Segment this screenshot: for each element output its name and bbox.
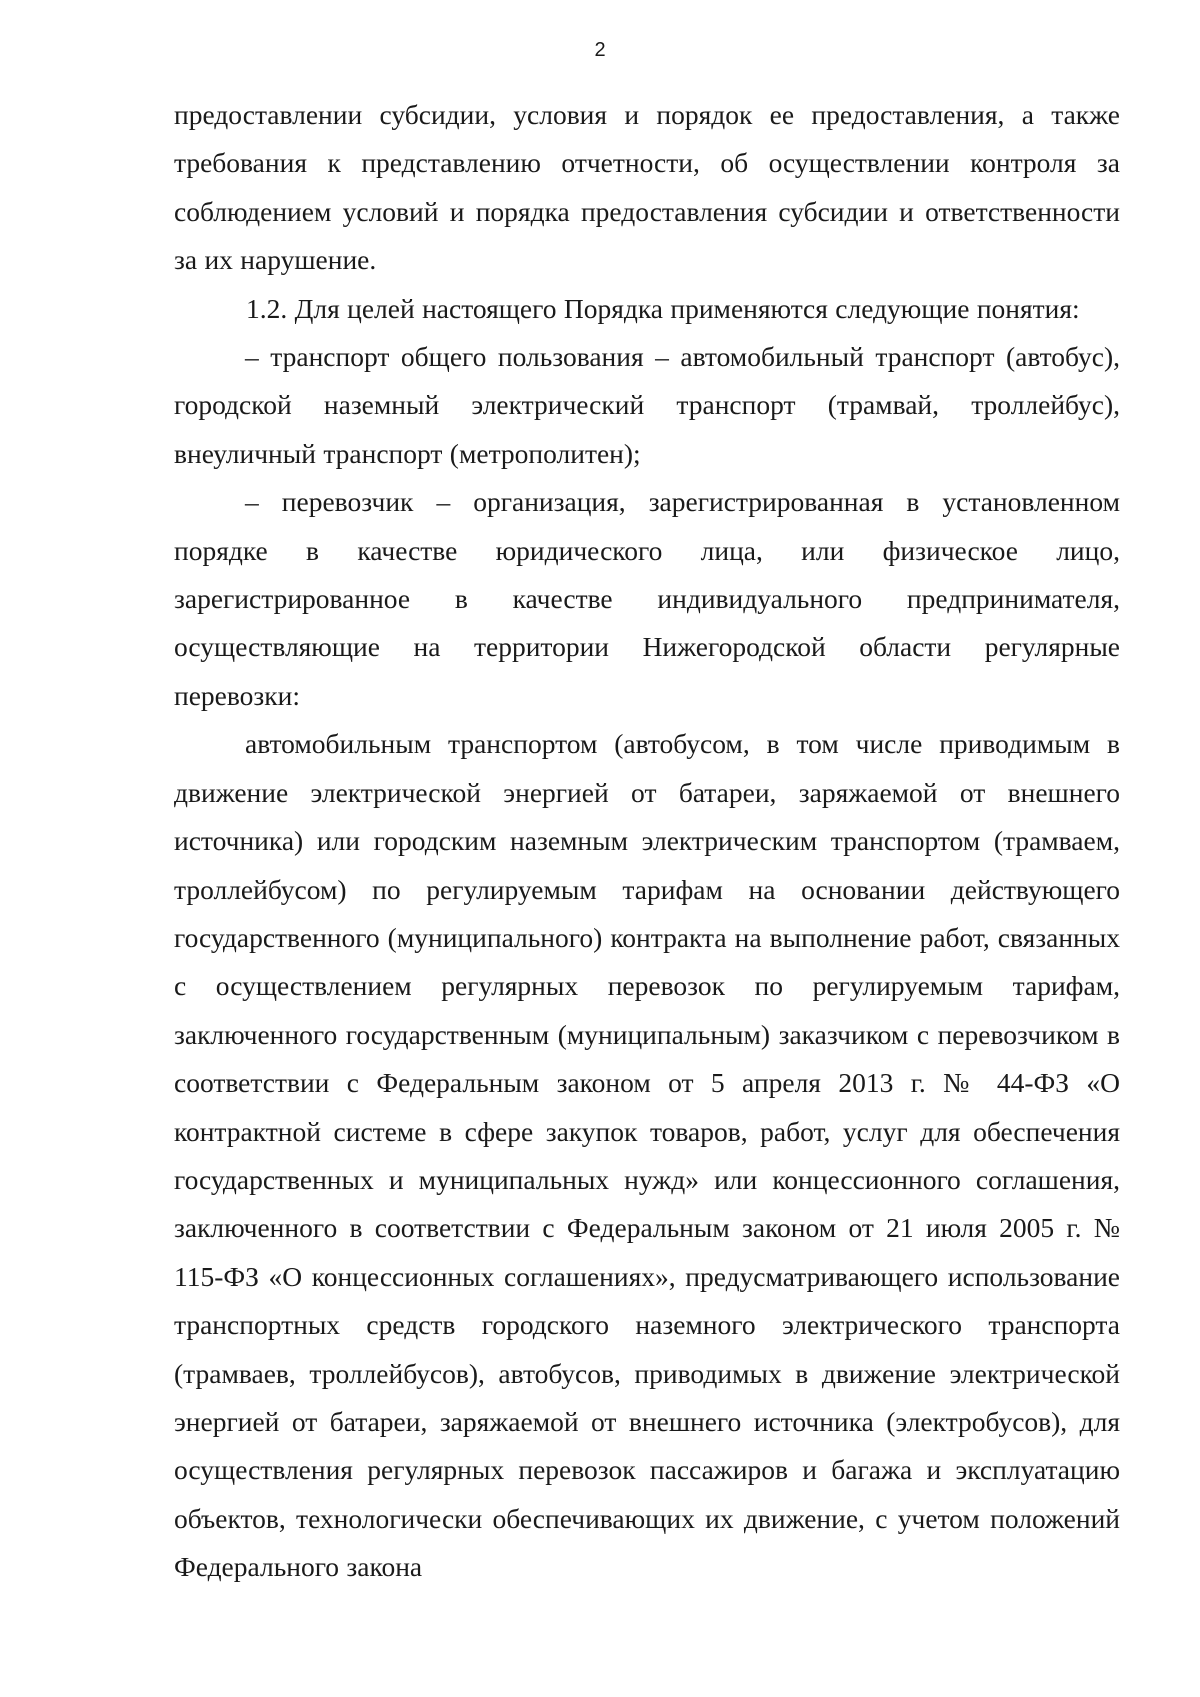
paragraph-definitions-intro: 1.2. Для целей настоящего Порядка применяются следующие понятия: <box>246 292 1080 324</box>
page-number: 2 <box>594 39 606 61</box>
paragraph-carrier-conditions: автомобильным транспортом (автобусом, в том числе приводимым в движение электрической энергией от батареи, заряжаемой от внешнего источника) или городским наземным электрическим транспортом (трамваем, троллейбусом) по регулируемым тарифам на основании действующего государственного (муниципального) контракта на выполнение работ, связанных с осуществлением регулярных перевозок по регулируемым тарифам, заключенного государственным (муниципальным) заказчиком с перевозчиком в соответствии с Федеральным законом от 5 апреля 2013 г. № 44-ФЗ «О контрактной системе в сфере закупок товаров, работ, услуг для обеспечения государственных и муниципальных нужд» или концессионного соглашения, заключенного в соответствии с Федеральным законом от 21 июля 2005 г. № 115-ФЗ «О концессионных соглашениях», предусматривающего использование транспортных средств городского наземного электрического транспорта (трамваев, троллейбусов), автобусов, приводимых в движение электрической энергией от батареи, заряжаемой от внешнего источника (электробусов), для осуществления регулярных перевозок пассажиров и багажа и эксплуатацию объектов, технологически обеспечивающих их движение, с учетом положений Федерального закона <box>174 728 1120 1583</box>
paragraph-carrier-definition: – перевозчик – организация, зарегистрированная в установленном порядке в качестве юридического лица, или физическое лицо, зарегистрированное в качестве индивидуального предпринимателя, осуществляющие на территории Нижегородской области регулярные перевозки: <box>174 486 1120 711</box>
paragraph-public-transport-definition: – транспорт общего пользования – автомобильный транспорт (автобус), городской наземный электрический транспорт (трамвай, троллейбус), внеуличный транспорт (метрополитен); <box>174 341 1120 469</box>
paragraph-continuation: предоставлении субсидии, условия и порядок ее предоставления, а также требования к представлению отчетности, об осуществлении контроля за соблюдением условий и порядка предоставления субсидии и ответственности за их нарушение. <box>174 99 1120 276</box>
document-body <box>174 91 1120 1592</box>
